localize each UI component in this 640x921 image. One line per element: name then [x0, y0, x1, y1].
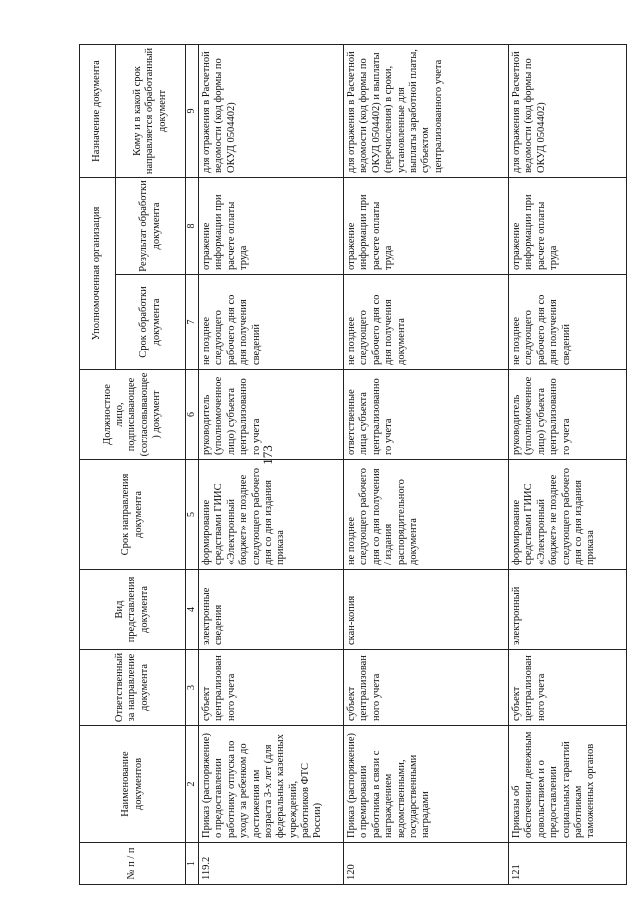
processing-result: отражение информации при расчете оплаты труда: [199, 178, 344, 275]
header-send-deadline: Срок направления документа: [80, 460, 186, 570]
column-number: 8: [186, 178, 199, 275]
header-responsible: Ответственный за направление документа: [80, 650, 186, 726]
document-name: Приказ (распоряжение) о премировании работника в связи с награждением ведомственными, государственными наградами: [344, 726, 509, 843]
table-row: [344, 45, 509, 885]
presentation-form: электронный: [509, 570, 627, 650]
header-processing-time: Срок обработки документа: [116, 275, 186, 370]
document-processing-table: [79, 44, 627, 885]
rotated-page-content: [79, 45, 597, 885]
column-number: 9: [186, 45, 199, 178]
recipient: для отражения в Расчетной ведомости (код формы по ОКУД 0504402): [199, 45, 344, 178]
row-number: 121: [509, 843, 627, 885]
recipient: для отражения в Расчетной ведомости (код формы по ОКУД 0504402) и выплаты (перечисления) в сроки, установленные для выплаты заработной платы, субъектом централизованного учета: [344, 45, 509, 178]
send-deadline: формирование средствами ГИИС «Электронный бюджет» не позднее следующего рабочего дня со дня издания приказа: [509, 460, 627, 570]
signer: руководитель (уполномоченное лицо) субъекта централизованного учета: [199, 370, 344, 460]
header-number: № п / п: [80, 843, 186, 885]
column-number: 1: [186, 843, 199, 885]
column-number-row: [186, 45, 199, 885]
processing-result: отражение информации при расчете оплаты труда: [509, 178, 627, 275]
column-number: 5: [186, 460, 199, 570]
column-number: 2: [186, 726, 199, 843]
table-row: [509, 45, 627, 885]
presentation-form: электронные сведения: [199, 570, 344, 650]
row-number: 120: [344, 843, 509, 885]
header-authorized-organization: Уполномоченная организация: [80, 178, 116, 370]
header-processing-result: Результат обработки документа: [116, 178, 186, 275]
header-presentation-form: Вид представления документа: [80, 570, 186, 650]
processing-time: не позднее следующего рабочего дня со дня получения сведений: [509, 275, 627, 370]
send-deadline: не позднее следующего рабочего дня со дня получения / издания распорядительного документа: [344, 460, 509, 570]
send-deadline: формирование средствами ГИИС «Электронный бюджет» не позднее следующего рабочего дня со дня издания приказа: [199, 460, 344, 570]
recipient: для отражения в Расчетной ведомости (код формы по ОКУД 0504402): [509, 45, 627, 178]
column-number: 6: [186, 370, 199, 460]
signer: руководитель (уполномоченное лицо) субъекта централизованного учета: [509, 370, 627, 460]
column-number: 7: [186, 275, 199, 370]
processing-time: не позднее следующего рабочего дня со дня получения документа: [344, 275, 509, 370]
page-number: 173: [260, 445, 275, 465]
processing-time: не позднее следующего рабочего дня со дня получения сведений: [199, 275, 344, 370]
header-recipient: Кому и в какой срок направляется обработанный документ: [116, 45, 186, 178]
row-number: 119.2: [199, 843, 344, 885]
header-document-purpose: Назначение документа: [80, 45, 116, 178]
processing-result: отражение информации при расчете оплаты труда: [344, 178, 509, 275]
document-name: Приказ (распоряжение) о предоставлении работнику отпуска по уходу за ребенком до достижения им возраста 3-х лет (для федеральных казенных учреждений, работников ФТС России): [199, 726, 344, 843]
signer: ответственные лица субъекта централизованного учета: [344, 370, 509, 460]
column-number: 4: [186, 570, 199, 650]
table-row: [199, 45, 344, 885]
responsible-party: субъект централизованного учета: [344, 650, 509, 726]
header-signer: Должностное лицо, подписывающее (согласовывающее) документ: [80, 370, 186, 460]
presentation-form: скан-копия: [344, 570, 509, 650]
header-document-name: Наименование документов: [80, 726, 186, 843]
header-row-top: [80, 45, 116, 885]
responsible-party: субъект централизованного учета: [199, 650, 344, 726]
document-name: Приказы об обеспечении денежным довольствием и о предоставлении социальных гарантий работникам таможенных органов: [509, 726, 627, 843]
responsible-party: субъект централизованного учета: [509, 650, 627, 726]
column-number: 3: [186, 650, 199, 726]
